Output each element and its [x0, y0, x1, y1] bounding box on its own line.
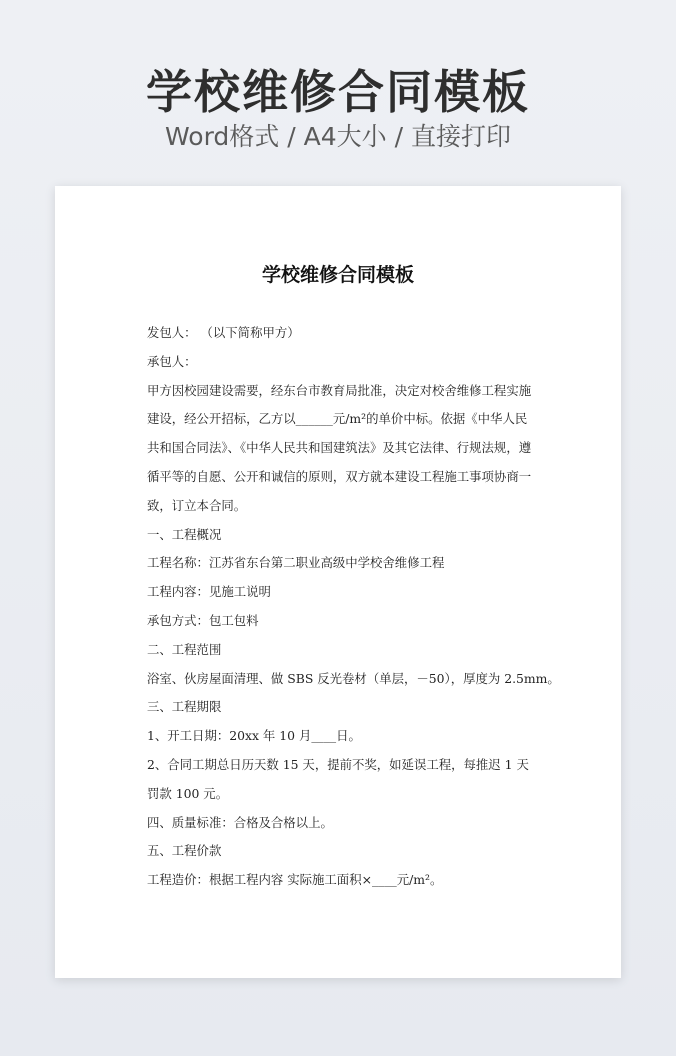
contract-method-line: 承包方式：包工包料 — [147, 612, 259, 628]
section-heading: 三、工程期限 — [147, 699, 222, 715]
section-heading: 五、工程价款 — [147, 843, 222, 859]
document-page — [55, 186, 621, 978]
preamble-paragraph: 甲方因校园建设需要，经东台市教育局批准，决定对校舍维修工程实施建设，经公开招标，乙方以______元/m²的单价中标。依据《中华人民共和国合同法》、《中华人民共和国建筑法》及其它法律、行规法规，遵循平等的自愿、公开和诚信的原则，双方就本建设工程施工事项协商一致，订立本合同。 — [147, 382, 532, 513]
document-title: 学校维修合同模板 — [261, 264, 414, 286]
project-name-line: 工程名称：江苏省东台第二职业高级中学校舍维修工程 — [147, 555, 445, 571]
scope-line: 浴室、伙房屋面清理、做 SBS 反光卷材（单层，－50），厚度为 2.5mm。 — [147, 670, 560, 686]
banner-title: 学校维修合同模板 — [146, 65, 530, 119]
duration-paragraph: 2、合同工期总日历天数 15 天，提前不奖，如延误工程，每推迟 1 天罚款 100 元。 — [147, 756, 529, 801]
section-heading: 一、工程概况 — [147, 526, 222, 542]
section-heading: 二、工程范围 — [147, 641, 222, 657]
document-body — [147, 319, 560, 895]
party-b-line: 承包人： — [147, 353, 197, 369]
quality-standard-line: 四、质量标准：合格及合格以上。 — [147, 814, 333, 830]
banner-subtitle: Word格式 / A4大小 / 直接打印 — [165, 122, 511, 151]
party-a-line: 发包人： （以下简称甲方） — [147, 325, 300, 340]
start-date-line: 1、开工日期：20xx 年 10 月____日。 — [147, 728, 361, 744]
project-content-line: 工程内容：见施工说明 — [147, 584, 271, 600]
cost-line: 工程造价：根据工程内容 实际施工面积×____元/m²。 — [147, 872, 443, 888]
